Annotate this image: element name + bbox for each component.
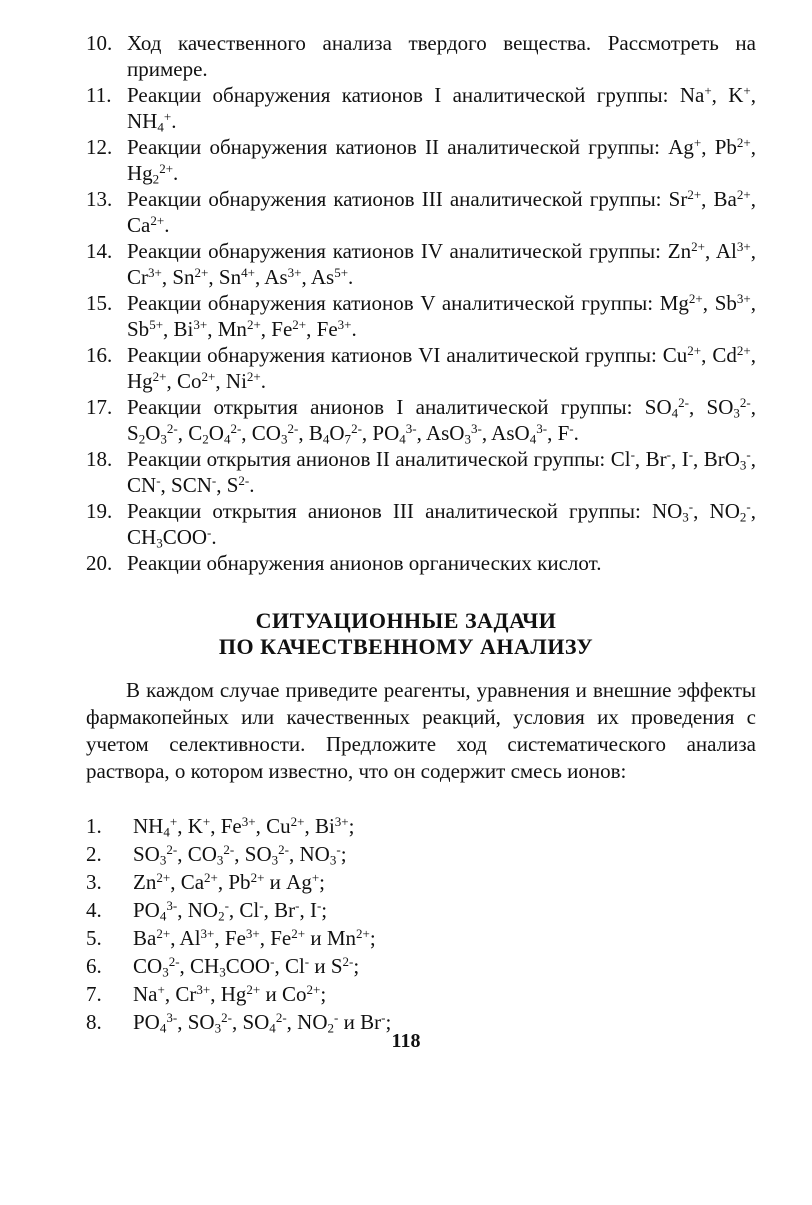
ion-mixture-item (86, 952, 756, 980)
question-text: Ход качественного анализа твердого вещества. Рассмотреть на примере. (127, 31, 756, 81)
question-number: 17. (86, 395, 113, 419)
question-number: 14. (86, 239, 113, 263)
ion-mixture-number: 8. (86, 1010, 102, 1034)
question-number: 10. (86, 31, 113, 55)
ion-mixture-formula: $Ba^{2+}$, $Al^{3+}$, $Fe^{3+}$, $Fe^{2+}$ и $Mn^{2+}$; (133, 925, 376, 950)
question-number: 13. (86, 187, 113, 211)
question-item (86, 342, 756, 394)
task-intro-paragraph: В каждом случае приведите реагенты, уравнения и внешние эффекты фармакопейных или качественных реакций, условия их проведения с учетом селективности. Предложите ход систематического анализа раствора, о котором известно, что он содержит смесь ионов: (86, 678, 756, 783)
ion-mixture-formula: $PO_4^{3-}$, $SO_3^{2-}$, $SO_4^{2-}$, $NO_2^-$ и Br-; (133, 1009, 392, 1036)
ion-mixture-number: 1. (86, 814, 102, 838)
question-item (86, 550, 756, 576)
question-item (86, 238, 756, 290)
ion-mixture-number: 5. (86, 926, 102, 950)
question-text: Реакции обнаружения катионов IV аналитической группы: $Zn^{2+}$, $Al^{3+}$, $Cr^{3+}$, $Sn^{2+}$, $Sn^{4+}$, $As^{3+}$, $As^{5+}$. (127, 238, 757, 289)
ion-mixture-number: 2. (86, 842, 102, 866)
question-text: Реакции обнаружения катионов VI аналитической группы: $Cu^{2+}$, $Cd^{2+}$, $Hg^{2+}$, $Co^{2+}$, $Ni^{2+}$. (127, 342, 756, 393)
question-text: Реакции обнаружения катионов III аналитической группы: $Sr^{2+}$, $Ba^{2+}$, $Ca^{2+}$. (127, 186, 756, 237)
ion-mixture-item (86, 896, 756, 924)
ion-mixture-item (86, 868, 756, 896)
ion-mixture-number: 4. (86, 898, 102, 922)
question-item (86, 394, 756, 446)
ion-mixture-formula: $SO_3^{2-}$, $CO_3^{2-}$, $SO_3^{2-}$, $NO_3^-$; (133, 841, 347, 868)
question-text: Реакции обнаружения анионов органических кислот. (127, 551, 602, 575)
question-number: 15. (86, 291, 113, 315)
question-item (86, 134, 756, 186)
ion-mixture-item (86, 812, 756, 840)
question-item (86, 186, 756, 238)
ion-mixture-item (86, 924, 756, 952)
question-number: 20. (86, 551, 113, 575)
question-item (86, 290, 756, 342)
question-text: Реакции открытия анионов I аналитической группы: $SO_4^{2-}$, $SO_3^{2-}$, $S_2O_3^{2-}$, $C_2O_4^{2-}$, $CO_3^{2-}$, $B_4O_7^{2-}$, $PO_4^{3-}$, AsO$_3^{3-}$, AsO$_4^{3-}$, F-. (127, 394, 756, 447)
question-number: 11. (86, 83, 112, 107)
ion-mixture-item (86, 840, 756, 868)
question-text: Реакции открытия анионов III аналитической группы: $NO_3^-$, $NO_2^-$, $CH_3COO^-$. (127, 498, 756, 551)
section-heading-line-2: ПО КАЧЕСТВЕННОМУ АНАЛИЗУ (218, 634, 594, 659)
question-item (86, 82, 756, 134)
question-text: Реакции обнаружения катионов V аналитической группы: $Mg^{2+}$, $Sb^{3+}$, $Sb^{5+}$, $Bi^{3+}$, $Mn^{2+}$, $Fe^{2+}$, $Fe^{3+}$. (127, 290, 756, 341)
ion-mixture-item (86, 980, 756, 1008)
question-text: Реакции обнаружения катионов II аналитической группы: Ag+, $Pb^{2+}$, $Hg_2^{2+}$. (127, 134, 756, 187)
ion-mixture-formula: $CO_3^{2-}$, $CH_3COO^-$, Cl- и $S^{2-}$; (133, 953, 360, 980)
question-text: Реакции обнаружения катионов I аналитической группы: Na+, K+, $NH_4^+$. (127, 82, 756, 135)
question-text: Реакции открытия анионов II аналитической группы: Cl-, Br-, I-, BrO$_3$-, CN-, SCN-, $S^{2-}$. (127, 446, 757, 497)
ion-mixture-number: 6. (86, 954, 102, 978)
question-number: 12. (86, 135, 113, 159)
question-item (86, 498, 756, 550)
question-item (86, 446, 756, 498)
ion-mixture-formula: $Zn^{2+}$, $Ca^{2+}$, $Pb^{2+}$ и Ag+; (133, 869, 326, 894)
ion-mixture-formula: $PO_4^{3-}$, $NO_2^-$, Cl-, Br-, I-; (133, 897, 328, 924)
question-number: 18. (86, 447, 113, 471)
ion-mixture-number: 7. (86, 982, 102, 1006)
question-list (86, 30, 756, 576)
ion-mixture-number: 3. (86, 870, 102, 894)
question-number: 16. (86, 343, 113, 367)
question-item (86, 30, 756, 82)
ion-mixture-formula: $NH_4^+$, K+, $Fe^{3+}$, $Cu^{2+}$, $Bi^{3+}$; (133, 813, 355, 840)
section-heading-line-1: СИТУАЦИОННЫЕ ЗАДАЧИ (255, 608, 557, 633)
page-number: 118 (391, 1030, 421, 1052)
ion-mixture-list (86, 812, 756, 1036)
ion-mixture-formula: Na+, $Cr^{3+}$, $Hg^{2+}$ и $Co^{2+}$; (133, 981, 327, 1006)
question-number: 19. (86, 499, 113, 523)
